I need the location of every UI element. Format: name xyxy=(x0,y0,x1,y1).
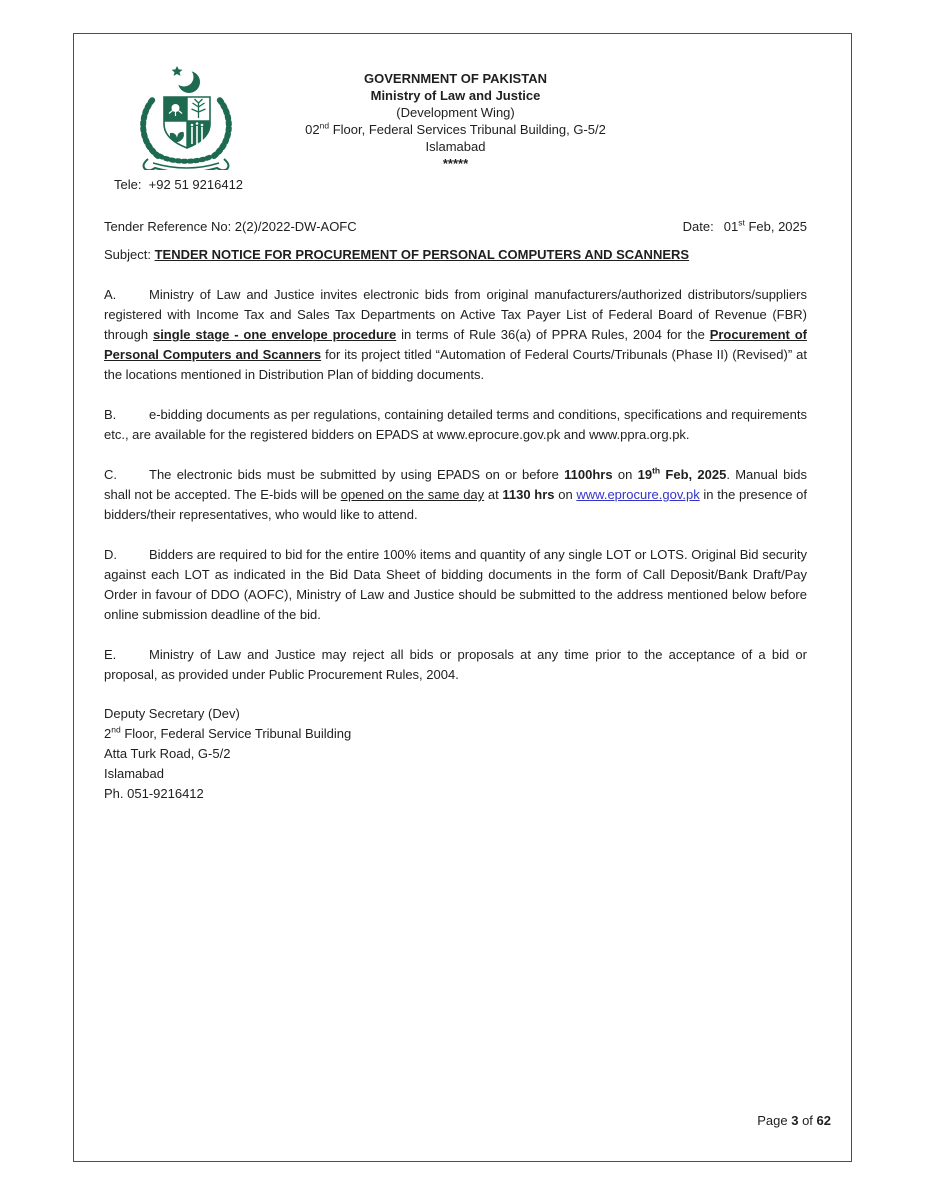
paragraph-a-text: in terms of Rule 36(a) of PPRA Rules, 2004 for the xyxy=(396,327,710,342)
subject-line xyxy=(104,245,807,265)
paragraph-a-label: A. xyxy=(104,287,117,302)
subject-label: Subject: xyxy=(104,247,155,262)
emblem-graphic xyxy=(124,64,248,170)
paragraph-c-text: at xyxy=(484,487,503,502)
signatory-building: Floor, Federal Service Tribunal Building xyxy=(120,726,352,741)
date-day: 01 xyxy=(723,219,739,234)
signature-block xyxy=(104,704,807,804)
date-value xyxy=(714,219,807,234)
submission-time: 1100hrs xyxy=(564,467,613,482)
date-line xyxy=(683,217,807,237)
footer-page-word: Page xyxy=(757,1113,792,1128)
letterhead-wing: (Development Wing) xyxy=(396,105,515,120)
footer-of-word: of xyxy=(798,1113,817,1128)
procedure-phrase: single stage - one envelope procedure xyxy=(152,327,397,342)
footer-total-pages: 62 xyxy=(816,1113,831,1128)
submission-date-ordinal: th xyxy=(652,465,661,476)
paragraph-a xyxy=(104,285,807,385)
signatory-floor-number: 2 xyxy=(104,726,112,741)
paragraph-c xyxy=(104,465,807,525)
signatory-title: Deputy Secretary (Dev) xyxy=(104,706,240,721)
paragraph-e xyxy=(104,645,807,685)
paragraph-d xyxy=(104,545,807,625)
paragraph-d-label: D. xyxy=(104,547,117,562)
opened-same-day-phrase: opened on the same day xyxy=(340,487,485,502)
signatory-phone: Ph. 051-9216412 xyxy=(104,786,204,801)
paragraph-e-label: E. xyxy=(104,647,117,662)
paragraph-b xyxy=(104,405,807,445)
paragraph-c-text: on xyxy=(554,487,577,502)
submission-date xyxy=(638,467,727,482)
paragraph-c-text: The electronic bids must be submitted by using EPADS on or before xyxy=(149,467,565,482)
paragraph-b-text: e-bidding documents as per regulations, containing detailed terms and conditions, specifications and requirements etc., are available for the registered bidders on EPADS at www.eprocure.gov.pk and www.ppra.org.pk. xyxy=(104,407,807,442)
opening-time: 1130 hrs xyxy=(502,487,555,502)
paragraph-c-text: on xyxy=(612,467,638,482)
letterhead-address-number: 02 xyxy=(305,122,320,137)
pakistan-state-emblem-icon xyxy=(124,64,248,170)
reference-date-row xyxy=(104,217,807,237)
paragraph-c-label: C. xyxy=(104,467,117,482)
submission-date-rest: Feb, 2025 xyxy=(660,467,727,482)
letterhead-ministry: Ministry of Law and Justice xyxy=(370,88,541,103)
document-page xyxy=(73,33,852,1162)
letterhead-city: Islamabad xyxy=(425,139,486,154)
eprocure-link[interactable]: www.eprocure.gov.pk xyxy=(576,487,700,502)
tender-reference: Tender Reference No: 2(2)/2022-DW-AOFC xyxy=(104,219,357,234)
page-number-footer xyxy=(757,1111,831,1131)
separator-stars: ***** xyxy=(442,156,469,171)
procurement-phrase: Procurement of Personal Computers and Scanners xyxy=(104,327,808,362)
subject-title: TENDER NOTICE FOR PROCUREMENT OF PERSONAL COMPUTERS AND SCANNERS xyxy=(154,247,690,262)
date-label: Date: xyxy=(682,219,714,234)
signatory-address-line2: Atta Turk Road, G-5/2 xyxy=(104,746,231,761)
signatory-address-line1 xyxy=(104,724,807,744)
paragraph-b-label: B. xyxy=(104,407,117,422)
letterhead-government: GOVERNMENT OF PAKISTAN xyxy=(364,71,547,86)
letterhead-address-rest: Floor, Federal Services Tribunal Building, G-5/2 xyxy=(329,122,606,137)
date-rest: Feb, 2025 xyxy=(744,219,807,234)
paragraph-c-text: . Manual bids shall not be accepted. The E-bids will be xyxy=(104,467,807,502)
signatory-city: Islamabad xyxy=(104,766,164,781)
letter-body xyxy=(74,70,851,1128)
date-ordinal: st xyxy=(738,217,745,228)
paragraph-a-text: Ministry of Law and Justice invites electronic bids from original manufacturers/authorized distributors/suppliers registered with Income Tax and Sales Tax Departments on Active Tax Payer List of Federal Board of Revenue (FBR) through xyxy=(104,287,807,342)
footer-current-page: 3 xyxy=(791,1113,799,1128)
telephone-line: Tele: +92 51 9216412 xyxy=(114,177,244,192)
paragraph-a-text: for its project titled “Automation of Federal Courts/Tribunals (Phase II) (Revised)” at the locations mentioned in Distribution Plan of bidding documents. xyxy=(104,347,807,382)
paragraph-c-text: in the presence of bidders/their representatives, who would like to attend. xyxy=(104,487,808,522)
signatory-floor-ordinal: nd xyxy=(111,724,121,735)
letterhead-address-ordinal: nd xyxy=(319,120,330,131)
paragraph-d-text: Bidders are required to bid for the entire 100% items and quantity of any single LOT or LOTS. Original Bid security against each LOT as indicated in the Bid Data Sheet of bidding documents in the form of Call Deposit/Bank Draft/Pay Order in favour of DDO (AOFC), Ministry of Law and Justice should be submitted to the address mentioned below before online submission deadline of the bid. xyxy=(104,547,807,622)
paragraph-e-text: Ministry of Law and Justice may reject all bids or proposals at any time prior to the acceptance of a bid or proposal, as provided under Public Procurement Rules, 2004. xyxy=(104,647,807,682)
submission-date-day: 19 xyxy=(637,467,653,482)
